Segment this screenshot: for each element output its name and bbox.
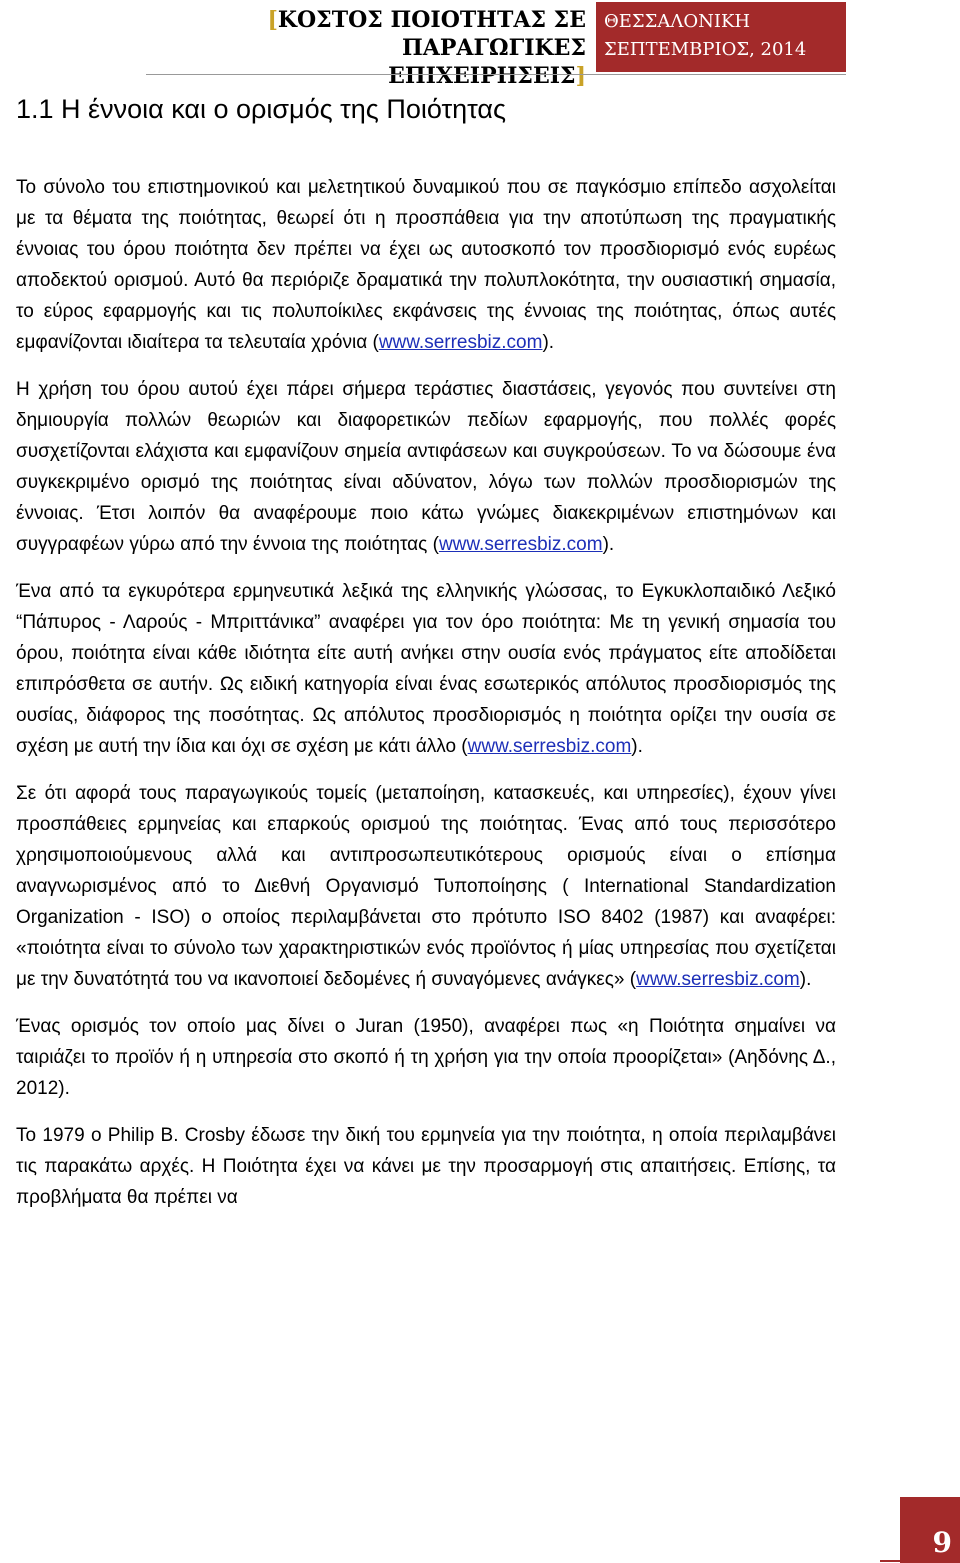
header-bracket-open: [ (267, 7, 278, 33)
page-number: 9 (932, 1526, 952, 1559)
paragraph-4-end: ). (799, 969, 812, 990)
footer-rule (880, 1560, 960, 1562)
source-link[interactable]: www.serresbiz.com (467, 736, 632, 757)
header-title-line1: ΚΟΣΤΟΣ ΠΟΙΟΤΗΤΑΣ ΣΕ ΠΑΡΑΓΩΓΙΚΕΣ (277, 7, 586, 61)
page-number-badge (900, 1497, 960, 1563)
page-header (0, 0, 960, 89)
header-place: ΘΕΣΣΑΛΟΝΙΚΗ (604, 11, 751, 32)
header-title-line2: ΕΠΙΧΕΙΡΗΣΕΙΣ (388, 63, 576, 89)
header-place-date-box (596, 2, 846, 72)
paragraph-6: Το 1979 ο Philip B. Crosby έδωσε την δική του ερμηνεία για την ποιότητα, η οποία περιλαμβάνει τις παρακάτω αρχές. Η Ποιότητα έχει να κάνει με την προσαρμογή στις απαιτήσεις. Επίσης, τα προβλήματα θα πρέπει να (16, 1125, 836, 1208)
source-link[interactable]: www.serresbiz.com (636, 969, 800, 990)
paragraph-2-end: ). (602, 534, 615, 555)
source-link[interactable]: www.serresbiz.com (438, 534, 603, 555)
paragraph-3-text: Ένα από τα εγκυρότερα ερμηνευτικά λεξικά της ελληνικής γλώσσας, το Εγκυκλοπαιδικό Λεξικό “Πάπυρος - Λαρούς - Μπριττάνικα” αναφέρει για τον όρο ποιότητα: Με τη γενική σημασία του όρου, ποιότητα είναι κάθε ιδιότητα είτε αυτή ανήκει στην ουσία ενός πράγματος είτε αποδίδεται επιπρόσθετα σε αυτήν. Ως ειδική κατηγορία είναι ένας εσωτερικός απόλυτος προσδιορισμός της ουσίας, διάφορος της ποσότητας. Ως απόλυτος προσδιορισμός η ποιότητα ορίζει την ουσία σε σχέση με αυτή την ίδια και όχι σε σχέση με κάτι άλλο ( (16, 581, 836, 757)
source-link[interactable]: www.serresbiz.com (378, 332, 543, 353)
paragraph-1-text: Το σύνολο του επιστημονικού και μελετητικού δυναμικού που σε παγκόσμιο επίπεδο ασχολείται με τα θέματα της ποιότητας, θεωρεί ότι η προσπάθεια για την αποτύπωση της πραγματικής έννοιας του όρου ποιότητα δεν πρέπει να έχει ως αυτοσκοπό τον προσδιορισμό ενός ευρέως αποδεκτού ορισμού. Αυτό θα περιόριζε δραματικά την πολυπλοκότητα, την ουσιαστική σημασία, το εύρος εφαρμογής και τις πολυποίκιλες εκφάνσεις της έννοιας της ποιότητας, όπως αυτές εμφανίζονται ιδιαίτερα τα τελευταία χρόνια ( (16, 177, 836, 353)
paragraph-3-end: ). (631, 736, 643, 757)
header-bracket-close: ] (575, 63, 586, 89)
paragraph-4 (16, 778, 836, 995)
header-date: ΣΕΠΤΕΜΒΡΙΟΣ, 2014 (604, 39, 807, 60)
header-divider (146, 74, 846, 75)
paragraph-4-text: Σε ότι αφορά τους παραγωγικούς τομείς (μεταποίηση, κατασκευές, και υπηρεσίες), έχουν γίνει προσπάθειες ερμηνείας και επαρκούς ορισμού της ποιότητας. Ένας από τους περισσότερο χρησιμοποιούμενους αλλά και αντιπροσωπευτικότερους ορισμούς είναι ο επίσημα αναγνωρισμένος από το Διεθνή Οργανισμό Τυποποίησης ( International Standardization Organization - ISO) ο οποίος περιλαμβάνεται στο πρότυπο ISO 8402 (1987) και αναφέρει: «ποιότητα είναι το σύνολο των χαρακτηριστικών ενός προϊόντος ή μίας υπηρεσίας που σχετίζεται με την δυνατότητά του να ικανοποιεί δεδομένες ή συναγόμενες ανάγκες» ( (16, 783, 836, 990)
paragraph-1-end: ). (542, 332, 555, 353)
paragraph-2 (16, 374, 836, 560)
paragraph-2-text: Η χρήση του όρου αυτού έχει πάρει σήμερα τεράστιες διαστάσεις, γεγονός που συντείνει στη δημιουργία πολλών θεωριών και διαφορετικών πεδίων εφαρμογής, που πολλές φορές συσχετίζονται ελάχιστα και εμφανίζουν σημεία αντιφάσεων και συγκρούσεων. Το να δώσουμε ένα συγκεκριμένο ορισμό της ποιότητας είναι αδύνατον, λόγω των πολλών προσδιορισμών της έννοιας. Έτσι λοιπόν θα αναφέρουμε ποιο κάτω γνώμες διακεκριμένων επιστημόνων και συγγραφέων γύρω από την έννοια της ποιότητας ( (16, 379, 836, 555)
section-title: 1.1 Η έννοια και ο ορισμός της Ποιότητας (16, 94, 507, 124)
paragraph-5: Ένας ορισμός τον οποίο μας δίνει ο Juran (1950), αναφέρει πως «η Ποιότητα σημαίνει να ταιριάζει το προϊόν ή η υπηρεσία στο σκοπό ή τη χρήση για την οποία προορίζεται» (Αηδόνης Δ., 2012). (16, 1016, 836, 1099)
paragraph-1 (16, 172, 836, 358)
paragraph-3 (16, 576, 836, 762)
header-document-title (146, 6, 586, 90)
body-text (16, 172, 836, 1229)
